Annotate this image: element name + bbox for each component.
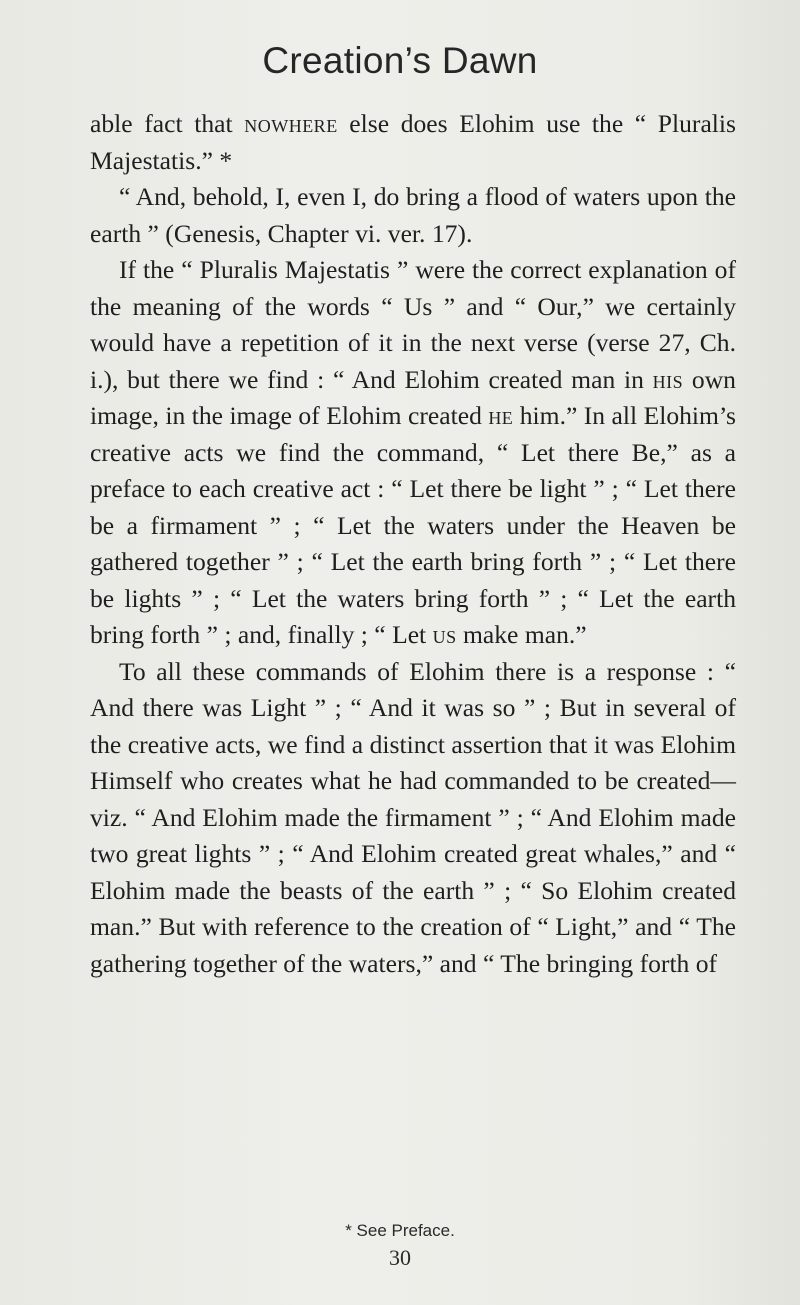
- p1-text-b: else does Elohim use the “ Pluralis Majestatis.” *: [90, 109, 736, 175]
- paragraph-3: [90, 252, 736, 654]
- body-text: [90, 106, 736, 982]
- running-title: Creation’s Dawn: [262, 40, 538, 81]
- p3-text-b: own image, in the image of Elohim created: [90, 364, 736, 430]
- page-number: 30: [389, 1245, 411, 1270]
- p3-text-a: If the “ Pluralis Majestatis ” were the correct explanation of the meaning of the words “ Us ” and “ Our,” we certainly would have a repetition of it in the next verse (verse 27, Ch. i.), but there we find : “ And Elohim created man in: [90, 255, 736, 394]
- p1-small-caps: nowhere: [244, 109, 338, 138]
- footnote: * See Preface.: [345, 1221, 455, 1240]
- p3-text-c: him.” In all Elohim’s creative acts we find the command, “ Let there Be,” as a preface to each creative act : “ Let there be light ” ; “ Let there be a firmament ” ; “ Let the waters under the Heaven be gathered together ” ; “ Let the earth bring forth ” ; “ Let there be lights ” ; “ Let the waters bring forth ” ; “ Let the earth bring forth ” ; and, finally ; “ Let: [90, 401, 736, 649]
- paragraph-1: [90, 106, 736, 179]
- p3-small-caps-he: he: [488, 401, 514, 430]
- paragraph-4: To all these commands of Elohim there is a response : “ And there was Light ” ; “ And it was so ” ; But in several of the creative acts, we find a distinct assertion that it was Elohim Himself who creates what he had commanded to be created—viz. “ And Elohim made the firmament ” ; “ And Elohim made two great lights ” ; “ And Elohim created great whales,” and “ Elohim made the beasts of the earth ” ; “ So Elohim created man.” But with reference to the creation of “ Light,” and “ The gathering together of the waters,” and “ The bringing forth of: [90, 656, 736, 978]
- p3-small-caps-us: us: [432, 620, 457, 649]
- p1-text-a: able fact that: [90, 109, 245, 138]
- p3-text-d: make man.”: [456, 620, 587, 649]
- p3-small-caps-his: his: [652, 364, 684, 394]
- paragraph-2: “ And, behold, I, even I, do bring a flood of waters upon the earth ” (Genesis, Chapter vi. ver. 17).: [90, 182, 736, 248]
